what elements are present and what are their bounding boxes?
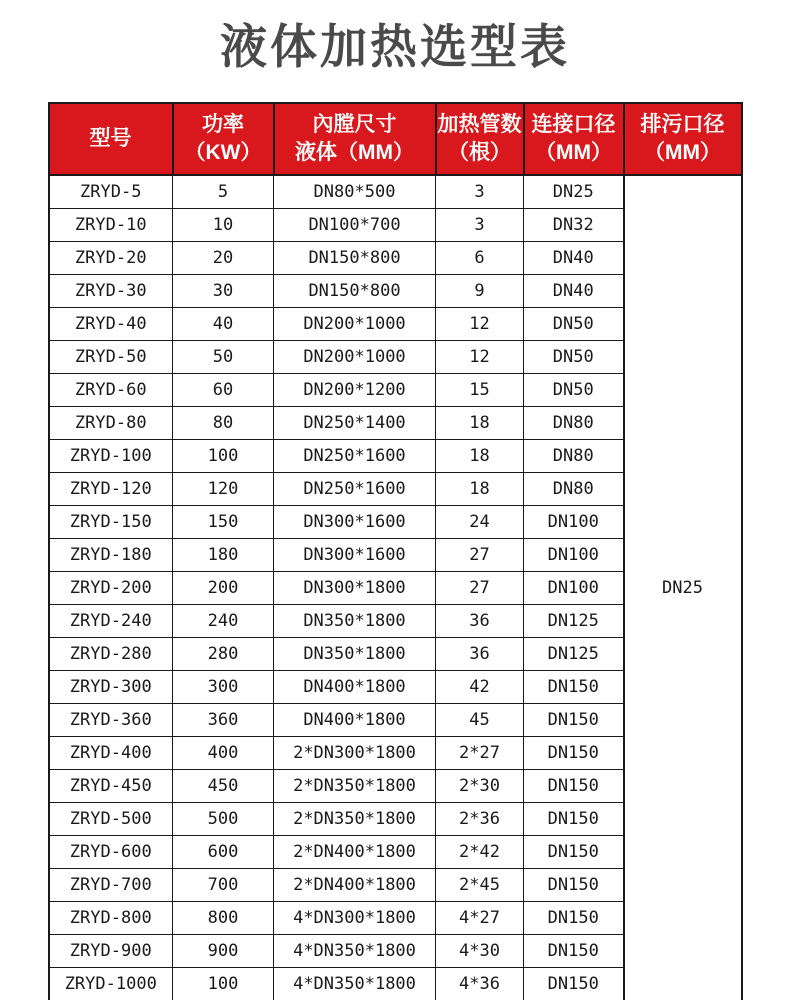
cell-size: DN250*1400 <box>274 407 436 440</box>
cell-power: 700 <box>173 869 274 902</box>
column-header-tubes <box>436 103 524 175</box>
cell-tubes: 27 <box>436 572 524 605</box>
cell-size: DN250*1600 <box>274 440 436 473</box>
cell-connection: DN150 <box>524 770 624 803</box>
cell-connection: DN25 <box>524 175 624 209</box>
cell-connection: DN50 <box>524 341 624 374</box>
cell-power: 60 <box>173 374 274 407</box>
table-header-row <box>49 103 742 175</box>
cell-model: ZRYD-450 <box>49 770 173 803</box>
cell-model: ZRYD-60 <box>49 374 173 407</box>
cell-model: ZRYD-600 <box>49 836 173 869</box>
column-header-line2: （MM） <box>535 141 612 164</box>
cell-model: ZRYD-300 <box>49 671 173 704</box>
cell-tubes: 6 <box>436 242 524 275</box>
cell-power: 900 <box>173 935 274 968</box>
column-header-size <box>274 103 436 175</box>
cell-size: 4*DN300*1800 <box>274 902 436 935</box>
column-header-drain <box>624 103 742 175</box>
cell-tubes: 4*27 <box>436 902 524 935</box>
cell-power: 600 <box>173 836 274 869</box>
column-header-line2: （根） <box>448 141 511 164</box>
cell-connection: DN150 <box>524 869 624 902</box>
cell-tubes: 15 <box>436 374 524 407</box>
cell-size: 2*DN300*1800 <box>274 737 436 770</box>
table-row <box>49 175 742 209</box>
table-body <box>49 175 742 1000</box>
cell-power: 120 <box>173 473 274 506</box>
spec-table <box>48 102 743 1000</box>
cell-model: ZRYD-200 <box>49 572 173 605</box>
cell-connection: DN40 <box>524 275 624 308</box>
column-header-model <box>49 103 173 175</box>
cell-tubes: 27 <box>436 539 524 572</box>
cell-tubes: 9 <box>436 275 524 308</box>
cell-model: ZRYD-400 <box>49 737 173 770</box>
cell-size: 2*DN350*1800 <box>274 770 436 803</box>
cell-connection: DN100 <box>524 539 624 572</box>
cell-tubes: 12 <box>436 308 524 341</box>
cell-power: 800 <box>173 902 274 935</box>
cell-size: DN150*800 <box>274 242 436 275</box>
cell-tubes: 24 <box>436 506 524 539</box>
cell-tubes: 4*30 <box>436 935 524 968</box>
cell-model: ZRYD-50 <box>49 341 173 374</box>
column-header-line1: 排污口径 <box>640 113 725 137</box>
cell-connection: DN50 <box>524 374 624 407</box>
cell-size: 2*DN350*1800 <box>274 803 436 836</box>
cell-power: 450 <box>173 770 274 803</box>
cell-power: 80 <box>173 407 274 440</box>
cell-size: DN300*1600 <box>274 539 436 572</box>
page-title: 液体加热选型表 <box>220 20 570 73</box>
cell-tubes: 18 <box>436 440 524 473</box>
cell-tubes: 18 <box>436 407 524 440</box>
cell-power: 150 <box>173 506 274 539</box>
cell-model: ZRYD-500 <box>49 803 173 836</box>
cell-size: DN300*1600 <box>274 506 436 539</box>
cell-model: ZRYD-80 <box>49 407 173 440</box>
column-header-line2: （KW） <box>184 141 262 164</box>
cell-tubes: 4*36 <box>436 968 524 1000</box>
cell-tubes: 2*27 <box>436 737 524 770</box>
cell-model: ZRYD-30 <box>49 275 173 308</box>
cell-size: 4*DN350*1800 <box>274 968 436 1000</box>
cell-power: 10 <box>173 209 274 242</box>
cell-tubes: 2*30 <box>436 770 524 803</box>
cell-connection: DN32 <box>524 209 624 242</box>
cell-model: ZRYD-800 <box>49 902 173 935</box>
cell-size: DN350*1800 <box>274 605 436 638</box>
cell-size: DN200*1000 <box>274 308 436 341</box>
column-header-line1: 连接口径 <box>531 113 616 137</box>
cell-tubes: 42 <box>436 671 524 704</box>
cell-size: DN400*1800 <box>274 671 436 704</box>
cell-connection: DN50 <box>524 308 624 341</box>
cell-size: DN350*1800 <box>274 638 436 671</box>
cell-size: DN200*1000 <box>274 341 436 374</box>
cell-model: ZRYD-280 <box>49 638 173 671</box>
cell-connection: DN125 <box>524 638 624 671</box>
cell-connection: DN40 <box>524 242 624 275</box>
cell-model: ZRYD-20 <box>49 242 173 275</box>
cell-model: ZRYD-360 <box>49 704 173 737</box>
cell-connection: DN150 <box>524 737 624 770</box>
cell-power: 20 <box>173 242 274 275</box>
cell-connection: DN150 <box>524 671 624 704</box>
cell-power: 240 <box>173 605 274 638</box>
cell-connection: DN150 <box>524 803 624 836</box>
cell-model: ZRYD-180 <box>49 539 173 572</box>
cell-power: 100 <box>173 440 274 473</box>
cell-tubes: 3 <box>436 209 524 242</box>
cell-connection: DN150 <box>524 902 624 935</box>
cell-power: 500 <box>173 803 274 836</box>
cell-power: 200 <box>173 572 274 605</box>
cell-tubes: 18 <box>436 473 524 506</box>
cell-connection: DN150 <box>524 704 624 737</box>
cell-power: 300 <box>173 671 274 704</box>
cell-connection: DN80 <box>524 473 624 506</box>
cell-tubes: 2*45 <box>436 869 524 902</box>
cell-drain-merged: DN25 <box>624 175 742 1000</box>
cell-power: 30 <box>173 275 274 308</box>
cell-model: ZRYD-10 <box>49 209 173 242</box>
column-header-connection <box>524 103 624 175</box>
cell-power: 280 <box>173 638 274 671</box>
cell-size: DN80*500 <box>274 175 436 209</box>
cell-model: ZRYD-900 <box>49 935 173 968</box>
cell-model: ZRYD-40 <box>49 308 173 341</box>
cell-tubes: 36 <box>436 638 524 671</box>
table-header <box>49 103 742 175</box>
cell-tubes: 3 <box>436 175 524 209</box>
cell-size: 2*DN400*1800 <box>274 869 436 902</box>
cell-connection: DN100 <box>524 572 624 605</box>
cell-power: 180 <box>173 539 274 572</box>
cell-power: 50 <box>173 341 274 374</box>
cell-model: ZRYD-100 <box>49 440 173 473</box>
cell-size: DN100*700 <box>274 209 436 242</box>
cell-size: DN250*1600 <box>274 473 436 506</box>
cell-power: 100 <box>173 968 274 1000</box>
column-header-line1: 功率 <box>202 113 244 137</box>
cell-connection: DN150 <box>524 935 624 968</box>
cell-tubes: 2*36 <box>436 803 524 836</box>
cell-model: ZRYD-150 <box>49 506 173 539</box>
column-header-line1: 加热管数 <box>437 113 522 137</box>
column-header-power <box>173 103 274 175</box>
cell-size: DN400*1800 <box>274 704 436 737</box>
cell-connection: DN150 <box>524 836 624 869</box>
cell-model: ZRYD-5 <box>49 175 173 209</box>
cell-connection: DN150 <box>524 968 624 1000</box>
column-header-line1: 內膛尺寸 <box>312 113 397 137</box>
cell-size: DN300*1800 <box>274 572 436 605</box>
cell-power: 5 <box>173 175 274 209</box>
column-header-line2: （MM） <box>644 141 721 164</box>
column-header-line2: 液体（MM） <box>295 141 414 164</box>
cell-size: 2*DN400*1800 <box>274 836 436 869</box>
cell-size: 4*DN350*1800 <box>274 935 436 968</box>
cell-tubes: 12 <box>436 341 524 374</box>
column-header-line1: 型号 <box>89 127 132 151</box>
cell-connection: DN80 <box>524 440 624 473</box>
cell-power: 360 <box>173 704 274 737</box>
cell-model: ZRYD-240 <box>49 605 173 638</box>
cell-tubes: 36 <box>436 605 524 638</box>
cell-model: ZRYD-1000 <box>49 968 173 1000</box>
cell-power: 40 <box>173 308 274 341</box>
cell-size: DN200*1200 <box>274 374 436 407</box>
cell-model: ZRYD-120 <box>49 473 173 506</box>
cell-connection: DN80 <box>524 407 624 440</box>
cell-tubes: 2*42 <box>436 836 524 869</box>
cell-tubes: 45 <box>436 704 524 737</box>
cell-connection: DN100 <box>524 506 624 539</box>
cell-size: DN150*800 <box>274 275 436 308</box>
cell-model: ZRYD-700 <box>49 869 173 902</box>
cell-connection: DN125 <box>524 605 624 638</box>
cell-power: 400 <box>173 737 274 770</box>
